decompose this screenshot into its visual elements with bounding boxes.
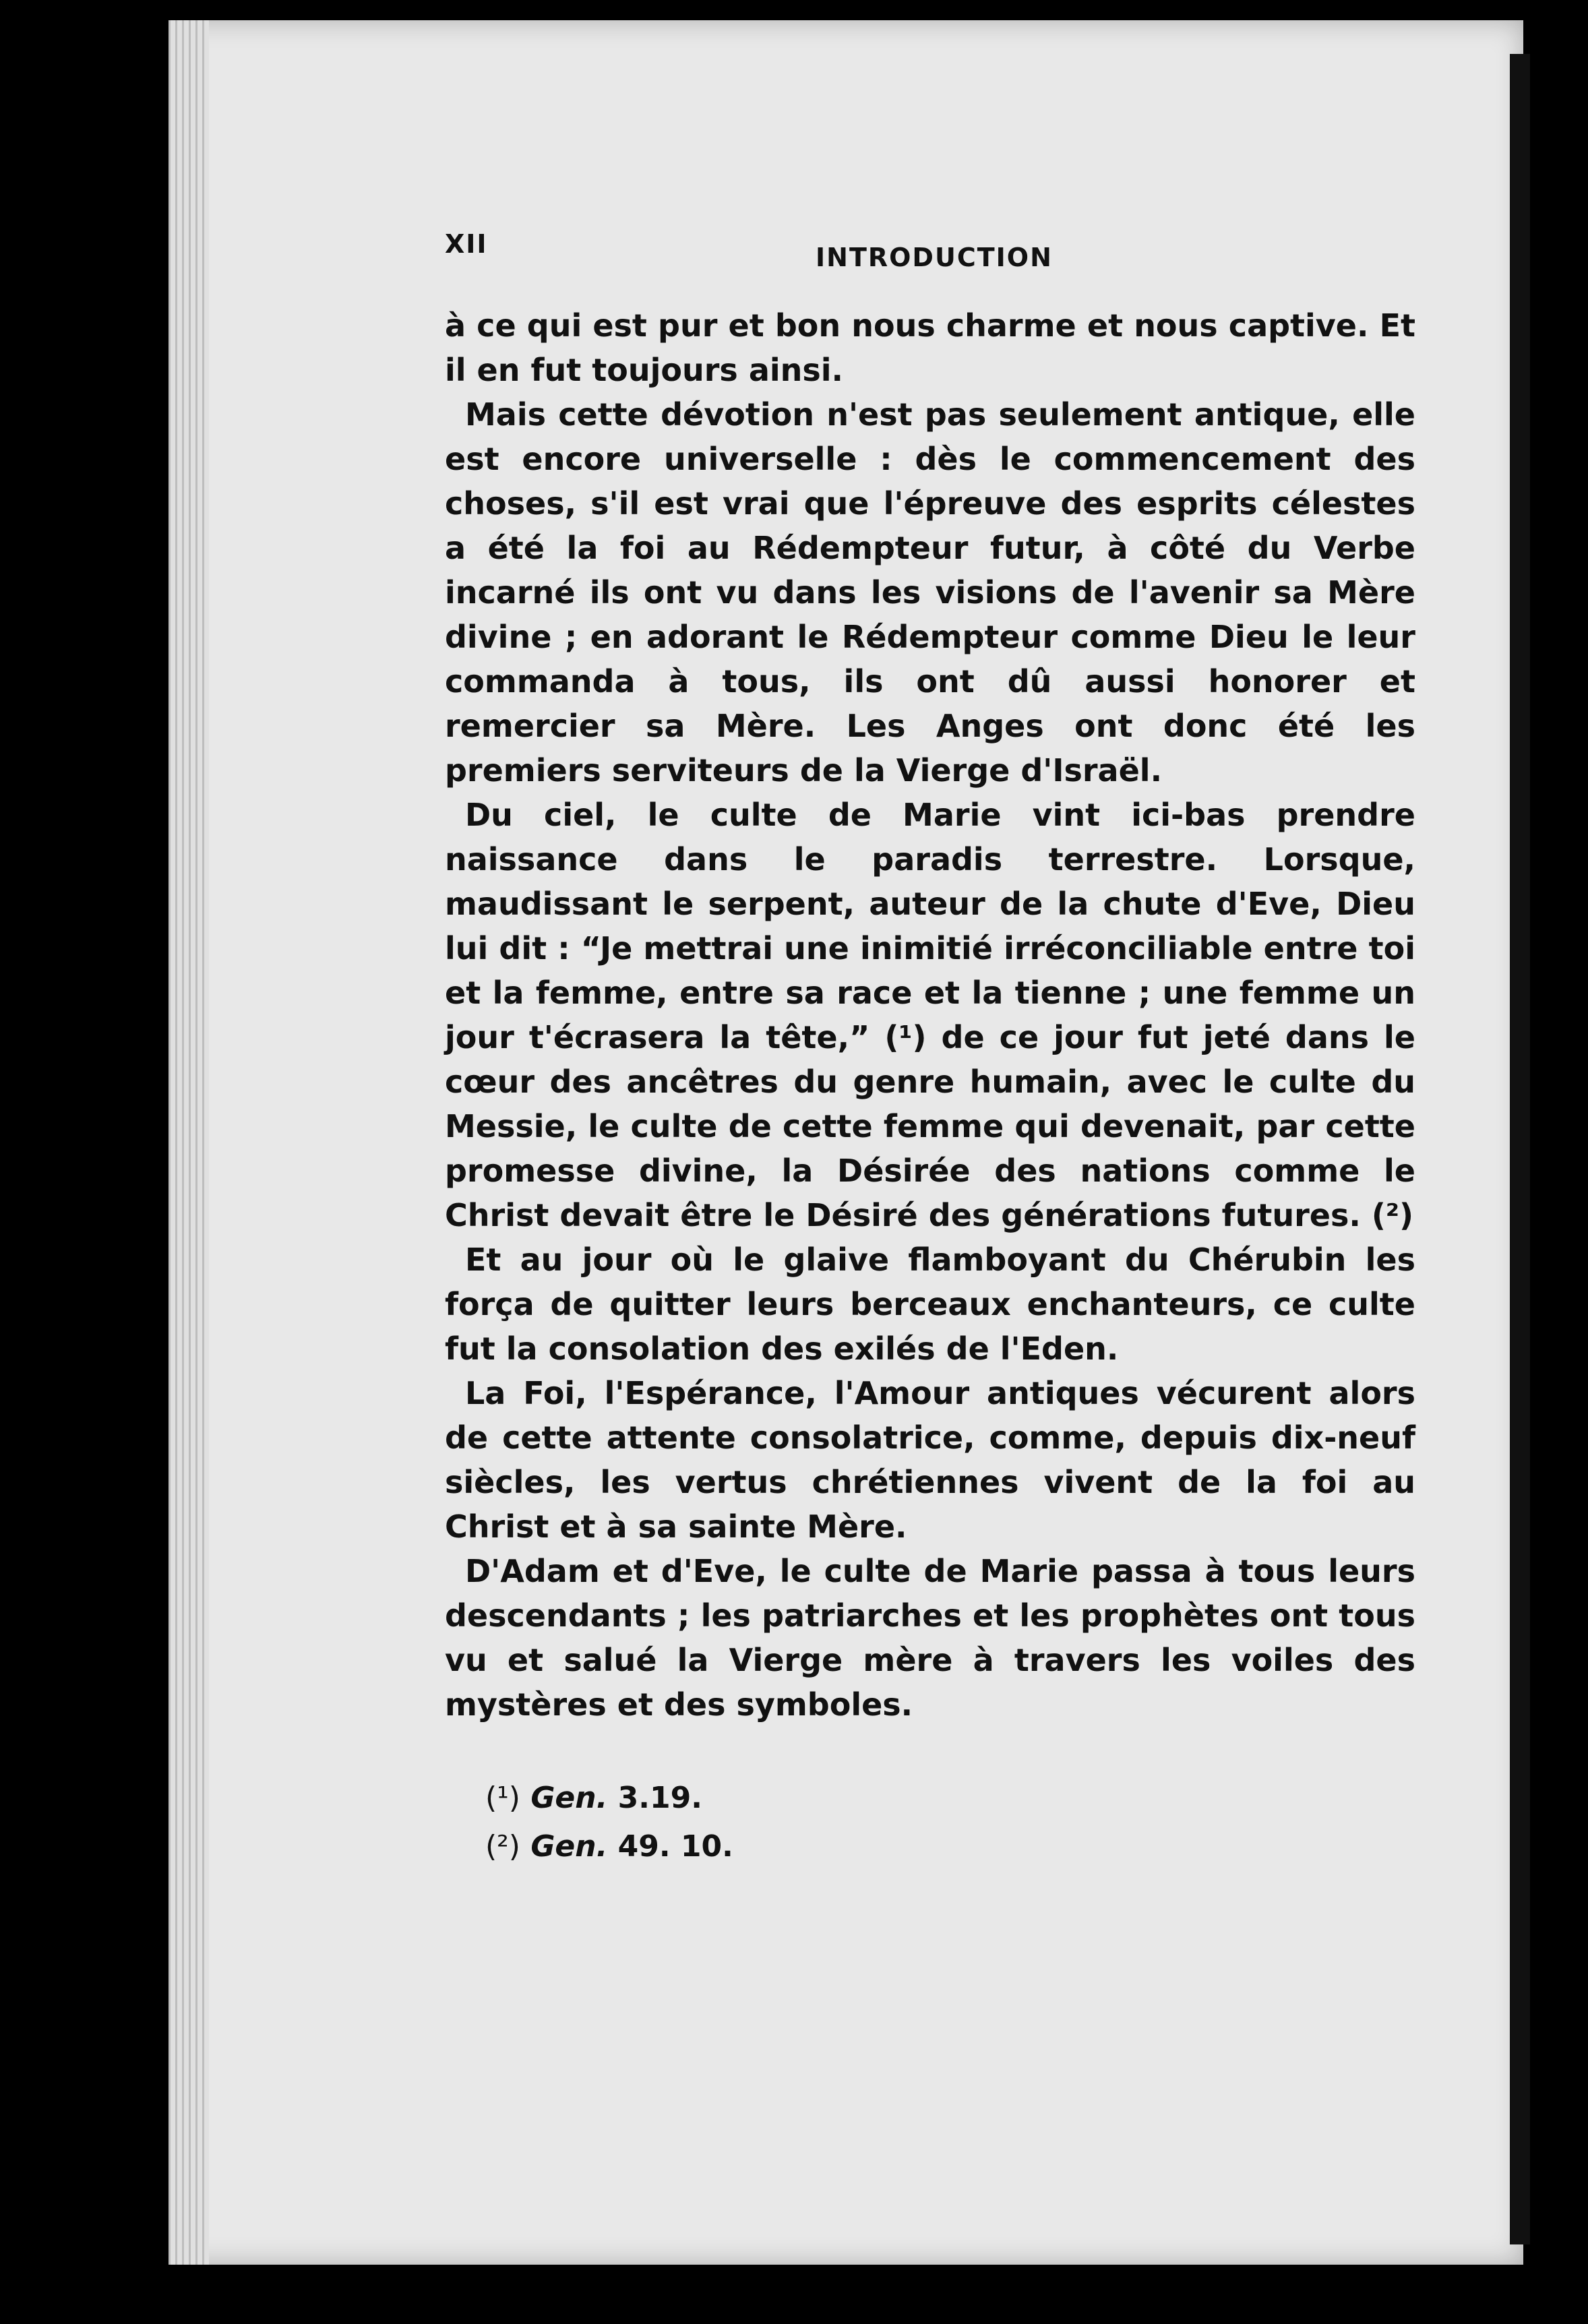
footnote bbox=[485, 1774, 1415, 1823]
footnote-ref: Gen. bbox=[530, 1781, 608, 1815]
running-head bbox=[445, 229, 1415, 276]
running-title: INTRODUCTION bbox=[816, 243, 1053, 272]
page-number: XII bbox=[445, 229, 488, 259]
footnote bbox=[485, 1823, 1415, 1871]
paragraph: Du ciel, le culte de Marie vint ici-bas prendre naissance dans le paradis terrestre. Lorsque, maudissant le serpent, auteur de la chute d'Eve, Dieu lui dit : “Je mettrai une inimitié irréconciliable entre toi et la femme, entre sa race et la tienne ; une femme un jour t'écrasera la tête,” (¹) de ce jour fut jeté dans le cœur des ancêtres du genre humain, avec le culte du Messie, le culte de cette femme qui devenait, par cette promesse divine, la Désirée des nations comme le Christ devait être le Désiré des générations futures. (²) bbox=[445, 797, 1415, 1233]
footnote-ref: Gen. bbox=[530, 1829, 608, 1864]
footnote-location: 49. 10. bbox=[617, 1829, 733, 1864]
page-stack-edges bbox=[169, 20, 209, 2265]
footnote-mark: (¹) bbox=[485, 1781, 520, 1815]
paragraph: D'Adam et d'Eve, le culte de Marie passa à tous leurs descendants ; les patriarches et les prophètes ont tous vu et salué la Vierge mère à travers les voiles des mystères et des symboles. bbox=[445, 1553, 1415, 1723]
paragraph: Et au jour où le glaive flamboyant du Chérubin les força de quitter leurs berceaux enchanteurs, ce culte fut la consolation des exilés de l'Eden. bbox=[445, 1242, 1415, 1367]
page-right-shadow bbox=[1510, 54, 1530, 2244]
footnote-location: 3.19. bbox=[617, 1781, 702, 1815]
footnotes bbox=[445, 1774, 1415, 1871]
footnote-mark: (²) bbox=[485, 1829, 520, 1864]
paragraph: Mais cette dévotion n'est pas seulement antique, elle est encore universelle : dès le commencement des choses, s'il est vrai que l'épreuve des esprits célestes a été la foi au Rédempteur futur, à côté du Verbe incarné ils ont vu dans les visions de l'avenir sa Mère divine ; en adorant le Rédempteur comme Dieu le leur commanda à tous, ils ont dû aussi honorer et remercier sa Mère. Les Anges ont donc été les premiers serviteurs de la Vierge d'Israël. bbox=[445, 396, 1415, 789]
page-content bbox=[445, 229, 1415, 1871]
paragraph: La Foi, l'Espérance, l'Amour antiques vécurent alors de cette attente consolatrice, comme, depuis dix-neuf siècles, les vertus chrétiennes vivent de la foi au Christ et à sa sainte Mère. bbox=[445, 1375, 1415, 1545]
paragraph: à ce qui est pur et bon nous charme et nous captive. Et il en fut toujours ainsi. bbox=[445, 307, 1415, 388]
body-text bbox=[445, 303, 1415, 1727]
